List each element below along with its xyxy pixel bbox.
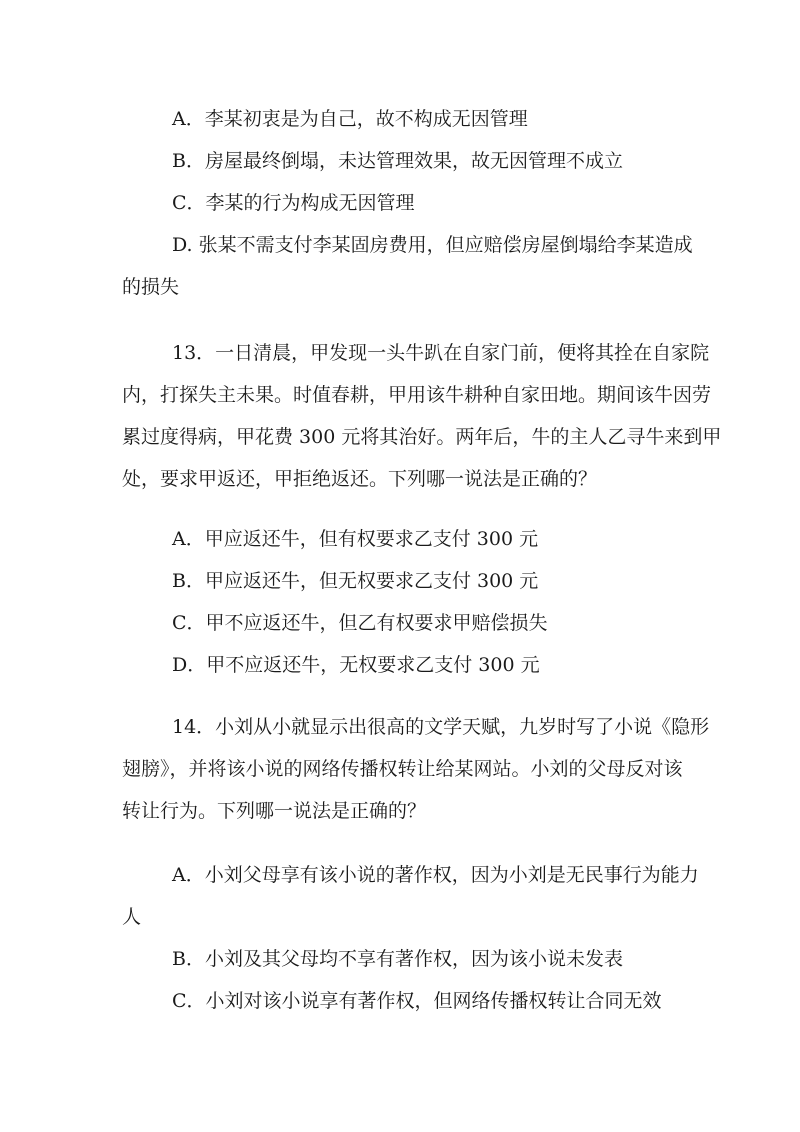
- q14-option-c: C．小刘对该小说享有著作权，但网络传播权转让合同无效: [172, 990, 662, 1012]
- q14-stem-line3: 转让行为。下列哪一说法是正确的？: [122, 800, 427, 822]
- q12-option-c: C．李某的行为构成无因管理: [172, 192, 415, 214]
- q14-option-b: B．小刘及其父母均不享有著作权，因为该小说未发表: [172, 948, 623, 970]
- q13-stem-line1: 13．一日清晨，甲发现一头牛趴在自家门前，便将其拴在自家院: [172, 342, 710, 364]
- q14-option-a-line1: A．小刘父母享有该小说的著作权，因为小刘是无民事行为能力: [172, 864, 699, 886]
- q14-stem-line2: 翅膀》，并将该小说的网络传播权转让给某网站。小刘的父母反对该: [122, 758, 683, 780]
- q12-option-d-line1: D. 张某不需支付李某固房费用，但应赔偿房屋倒塌给李某造成: [172, 234, 693, 256]
- q14-stem-line1: 14．小刘从小就显示出很高的文学天赋，九岁时写了小说《隐形: [172, 716, 710, 738]
- q13-stem-line3: 累过度得病，甲花费 300 元将其治好。两年后，牛的主人乙寻牛来到甲: [122, 426, 722, 448]
- q14-option-a-line2: 人: [122, 906, 142, 928]
- q13-option-c: C．甲不应返还牛，但乙有权要求甲赔偿损失: [172, 612, 548, 634]
- q13-option-d: D．甲不应返还牛，无权要求乙支付 300 元: [172, 654, 540, 676]
- q12-option-d-line2: 的损失: [122, 276, 180, 298]
- q12-option-a: A．李某初衷是为自己，故不构成无因管理: [172, 108, 528, 130]
- q12-option-b: B．房屋最终倒塌，未达管理效果，故无因管理不成立: [172, 150, 623, 172]
- q13-option-a: A．甲应返还牛，但有权要求乙支付 300 元: [172, 528, 539, 550]
- q13-stem-line4: 处，要求甲返还，甲拒绝返还。下列哪一说法是正确的？: [122, 468, 598, 490]
- q13-option-b: B．甲应返还牛，但无权要求乙支付 300 元: [172, 570, 539, 592]
- q13-stem-line2: 内，打探失主未果。时值春耕，甲用该牛耕种自家田地。期间该牛因劳: [122, 384, 712, 406]
